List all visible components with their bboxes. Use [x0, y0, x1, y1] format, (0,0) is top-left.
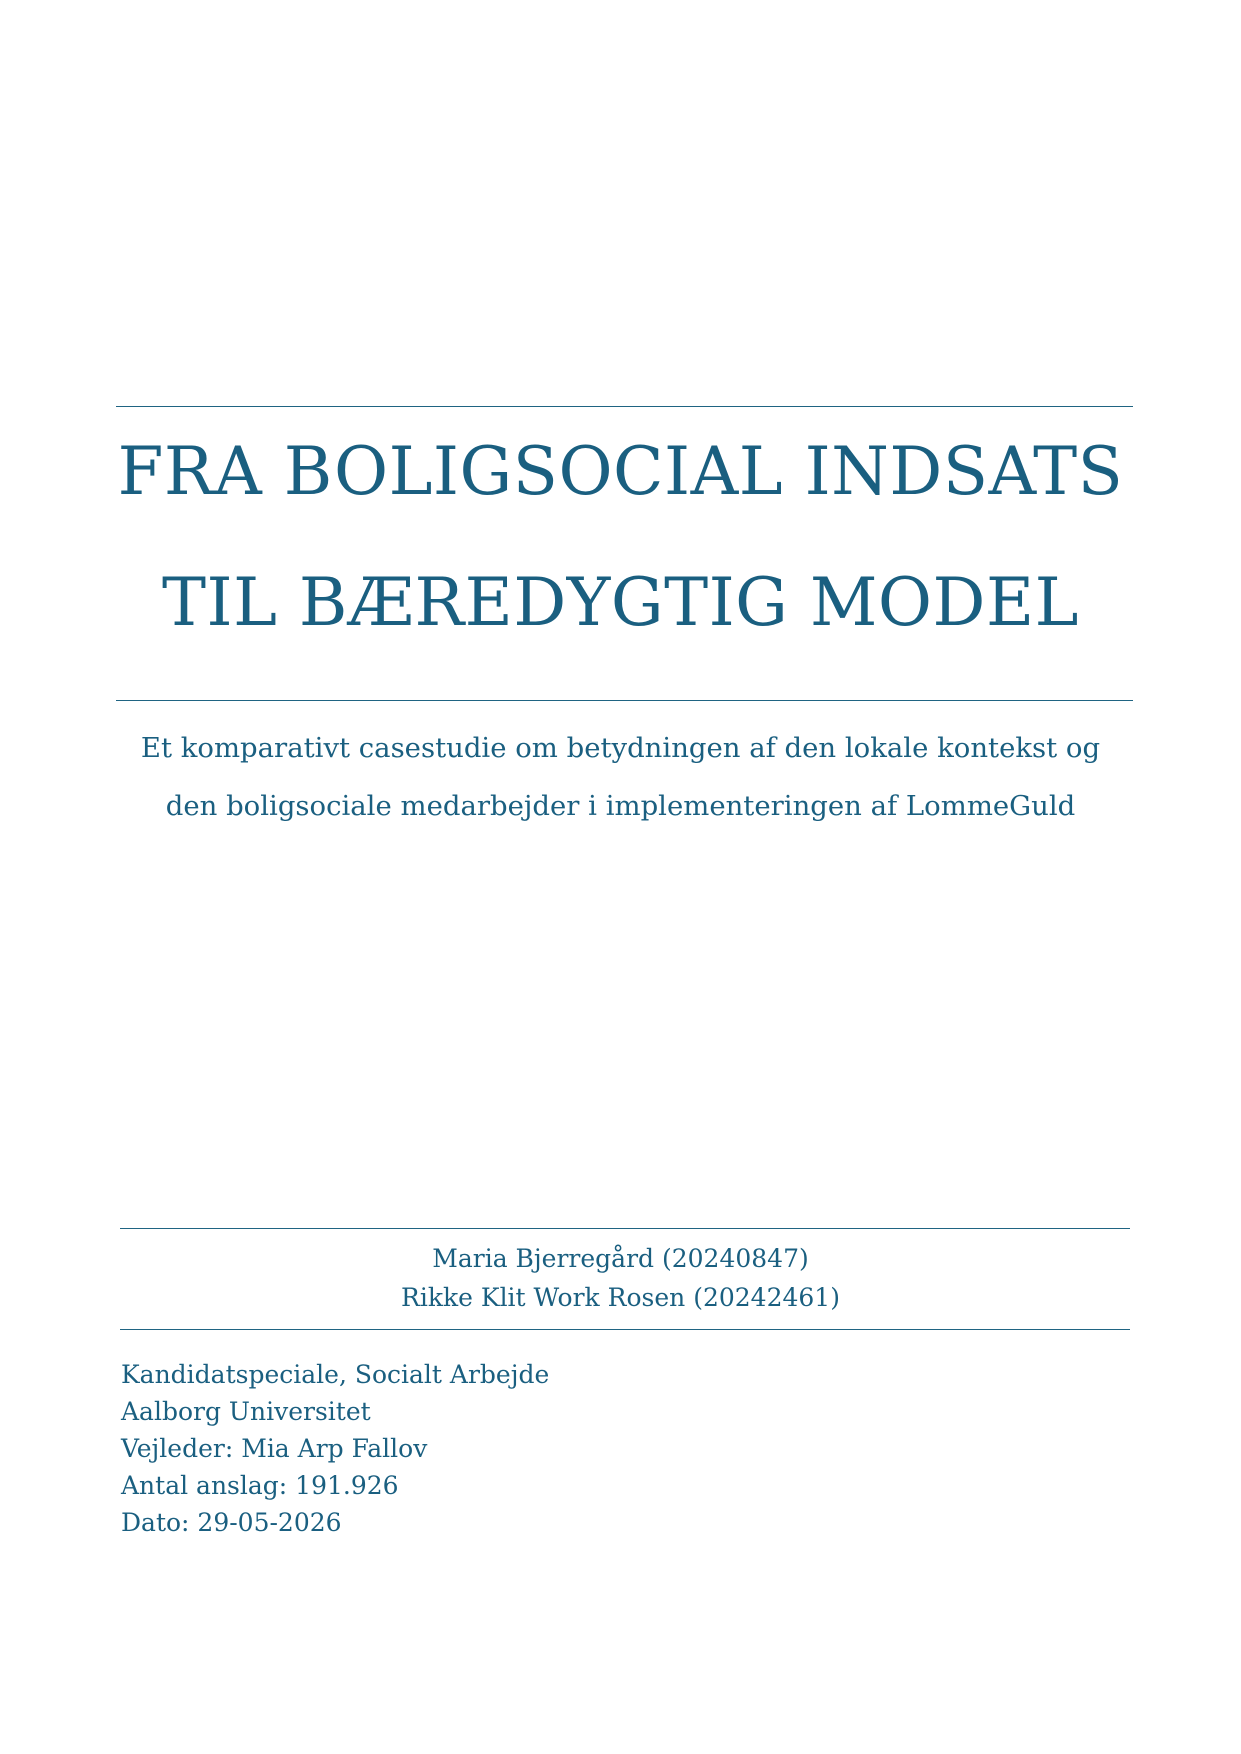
- document-title-line-1: FRA BOLIGSOCIAL INDSATS: [117, 433, 1124, 510]
- authors-top-divider: [120, 1228, 1130, 1229]
- character-count: Antal anslag: 191.926: [121, 1471, 399, 1500]
- author-name: Rikke Klit Work Rosen (20242461): [401, 1283, 840, 1312]
- title-top-divider: [116, 406, 1133, 407]
- subtitle-line-2: den boligsociale medarbejder i implementeringen af LommeGuld: [165, 790, 1076, 822]
- thesis-type: Kandidatspeciale, Socialt Arbejde: [121, 1360, 550, 1389]
- university-name: Aalborg Universitet: [121, 1397, 371, 1426]
- title-bottom-divider: [116, 700, 1133, 701]
- supervisor: Vejleder: Mia Arp Fallov: [121, 1434, 428, 1463]
- author-name: Maria Bjerregård (20240847): [432, 1244, 809, 1273]
- document-title-line-2: TIL BÆREDYGTIG MODEL: [162, 564, 1079, 641]
- submission-date: Dato: 29-05-2026: [121, 1508, 342, 1537]
- subtitle-line-1: Et komparativt casestudie om betydningen af den lokale kontekst og: [140, 732, 1101, 764]
- authors-bottom-divider: [120, 1329, 1130, 1330]
